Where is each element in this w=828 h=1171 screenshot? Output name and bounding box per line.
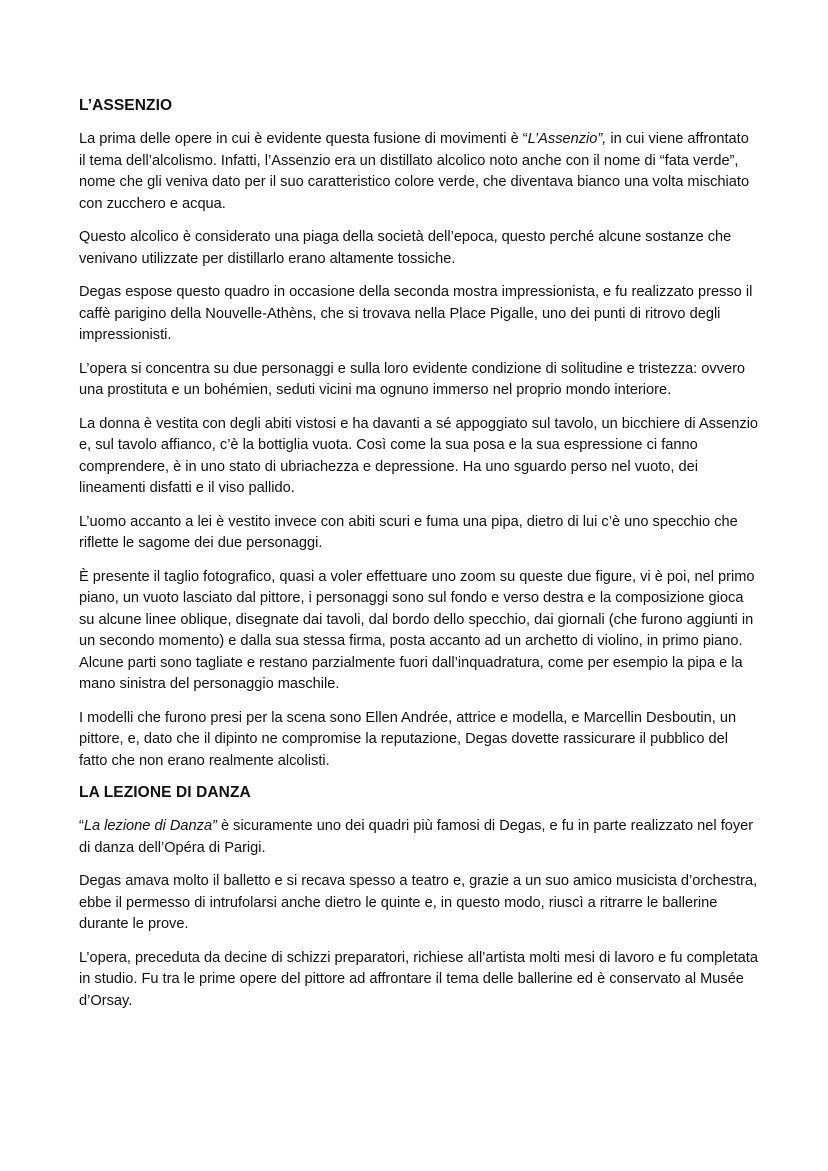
paragraph-man: L’uomo accanto a lei è vestito invece con abiti scuri e fuma una pipa, dietro di lui c’è uno specchio che riflette le sagome dei due personaggi.	[79, 513, 738, 551]
document-page	[79, 97, 759, 1024]
paragraph-intro-danza	[79, 816, 759, 859]
paragraph-exhibition: Degas espose questo quadro in occasione della seconda mostra impressionista, e fu realizzato presso il caffè parigino della Nouvelle-Athèns, che si trovava nella Place Pigalle, uno dei punti di ritrovo degli impressionisti.	[79, 284, 753, 343]
paragraph-text: è sicuramente uno dei quadri più famosi di Degas, e fu in parte realizzato nel foyer di danza dell’Opéra di Parigi.	[79, 818, 754, 856]
paragraph-alcohol-plague: Questo alcolico è considerato una piaga della società dell’epoca, questo perché alcune sostanze che venivano utilizzate per distillarlo erano altamente tossiche.	[79, 229, 732, 267]
section-title-assenzio: L’ASSENZIO	[79, 97, 173, 114]
paragraph-models: I modelli che furono presi per la scena sono Ellen Andrée, attrice e modella, e Marcellin Desboutin, un pittore, e, dato che il dipinto ne compromise la reputazione, Degas dovette rassicurare il pubblico del fatto che non erano realmente alcolisti.	[79, 709, 737, 769]
paragraph-woman: La donna è vestita con degli abiti vistosi e ha davanti a sé appoggiato sul tavolo, un bicchiere di Assenzio e, sul tavolo affianco, c’è la bottiglia vuota. Così come la sua posa e la sua espressione ci fanno comprendere, è in uno stato di ubriachezza e depressione. Ha uno sguardo perso nel vuoto, dei lineamenti disfatti e il viso pallido.	[79, 415, 759, 496]
paragraph-text: La prima delle opere in cui è evidente questa fusione di movimenti è “	[79, 131, 528, 147]
artwork-title: La lezione di Danza”	[83, 818, 217, 834]
paragraph-text: in cui viene affrontato il tema dell’alcolismo. Infatti, l’Assenzio era un distillato alcolico noto anche con il nome di “fata verde”, nome che gli veniva dato per il suo caratteristico colore verde, che diventava bianco una volta mischiato con zucchero e acqua.	[79, 131, 750, 212]
artwork-title: L’Assenzio”,	[527, 131, 607, 147]
paragraph-text: “	[79, 818, 84, 834]
section-title-lezione-danza: LA LEZIONE DI DANZA	[79, 784, 251, 801]
paragraph-intro-assenzio	[79, 129, 759, 215]
paragraph-composition: È presente il taglio fotografico, quasi a voler effettuare uno zoom su queste due figure, vi è poi, nel primo piano, un vuoto lasciato dal pittore, i personaggi sono sul fondo e verso destra e la composizione gioca su alcune linee oblique, disegnate dai tavoli, dal bordo dello specchio, dai giornali (che furono aggiunti in un secondo momento) e dalla sua stessa firma, posta accanto ad un archetto di violino, in primo piano. Alcune parti sono tagliate e restano parzialmente fuori dall’inquadratura, come per esempio la pipa e la mano sinistra del personaggio maschile.	[79, 568, 755, 692]
paragraph-characters: L’opera si concentra su due personaggi e sulla loro evidente condizione di solitudine e tristezza: ovvero una prostituta e un bohémien, seduti vicini ma ognuno immerso nel proprio mondo interiore.	[79, 360, 746, 398]
paragraph-ballet: Degas amava molto il balletto e si recava spesso a teatro e, grazie a un suo amico musicista d’orchestra, ebbe il permesso di intrufolarsi anche dietro le quinte e, in questo modo, riuscì a ritrarre le ballerine durante le prove.	[79, 873, 758, 932]
paragraph-studio: L’opera, preceduta da decine di schizzi preparatori, richiese all’artista molti mesi di lavoro e fu completata in studio. Fu tra le prime opere del pittore ad affrontare il tema delle ballerine ed è conservato al Musée d’Orsay.	[79, 949, 758, 1009]
